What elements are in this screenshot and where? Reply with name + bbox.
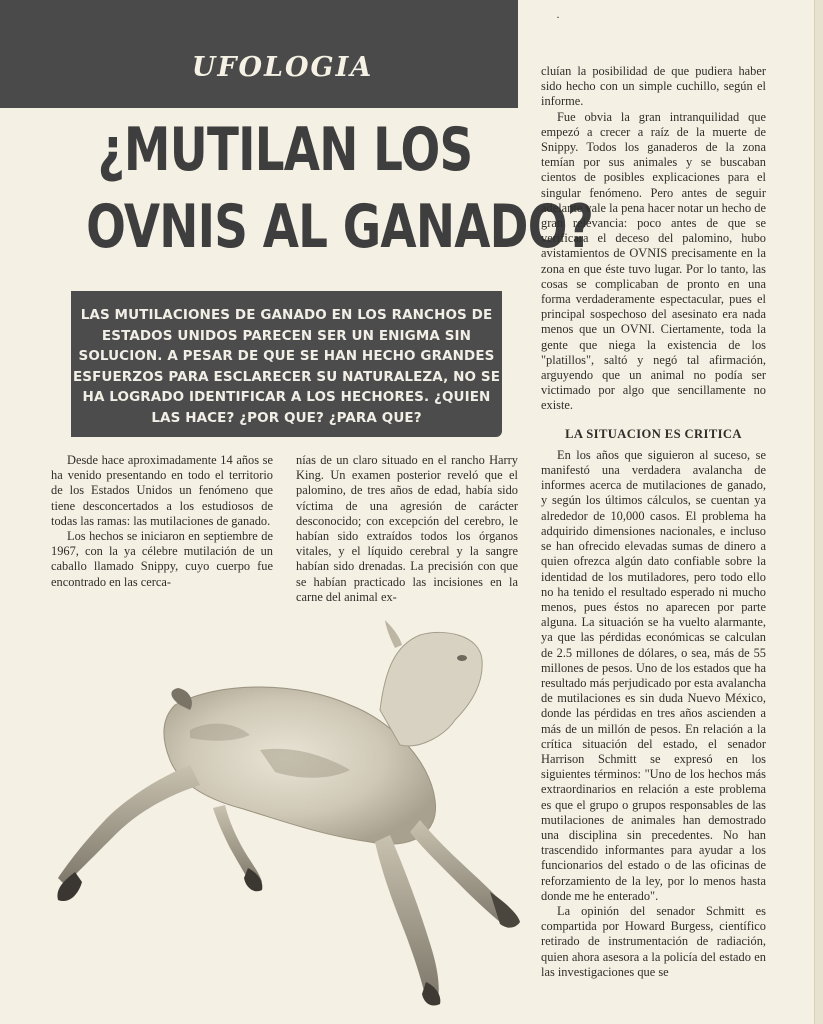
headline: [86, 112, 594, 266]
page-edge: [814, 0, 823, 1024]
calf-head: [380, 632, 482, 746]
paragraph: cluían la posibilidad de que pudiera haber sido hecho con un simple cuchillo, según el informe.: [541, 64, 766, 109]
paragraph: Desde hace aproximadamente 14 años se ha venido presentando en todo el territorio de los Estados Unidos un fenómeno que tiene desconcertados a los estudiosos de todas las ramas: las mutilaciones de ganado.: [51, 453, 273, 528]
paragraph: Los hechos se iniciaron en septiembre de 1967, con la ya célebre mutilación de un caballo llamado Snippy, cuyo cuerpo fue encontrado en las cerca-: [51, 529, 273, 589]
deck-text: LAS MUTILACIONES DE GANADO EN LOS RANCHOS DE ESTADOS UNIDOS PARECEN SER UN ENIGMA SIN SOLUCION. A PESAR DE QUE SE HAN HECHO GRANDES ESFUERZOS PARA ESCLARECER SU NATURALEZA, NO SE HA LOGRADO IDENTIFICAR A LOS HECHORES. ¿QUIEN LAS HACE? ¿POR QUE? ¿PARA QUE?: [72, 307, 501, 426]
dead-calf-photo: [50, 610, 530, 1015]
calf-ear: [385, 620, 402, 648]
paragraph: En los años que siguieron al suceso, se manifestó una verdadera avalancha de informes acerca de mutilaciones de ganado, y según los últimos cálculos, se cuentan ya alrededor de 10,000 casos. El problema ha adquirido dimensiones nacionales, e incluso se han ofrecido elevadas sumas de dinero a quien ofrezca algún dato confiable sobre la identidad de los mutiladores, pero todo ello no ha tenido el resultado esperado ni mucho menos, pues éstos no aparecen por parte alguna. La situación se ha vuelto alarmante, ya que las pérdidas económicas se calculan de 2.5 millones de dólares, o sea, más de 55 millones de pesos. Uno de los estados que ha resultado más perjudicado por esta avalancha de mutilaciones es sin duda Nuevo México, donde las pérdidas en tres años ascienden a más de un millón de pesos. En relación a la crítica situación del estado, el senador Harrison Schmitt se expresó en los siguientes términos: "Uno de los hechos más extraordinarios en relación a este problema es que el grupo o grupos responsables de las mutilaciones de animales han demostrado una disciplina sin precedentes. No han trascendido informantes para ayudar a los funcionarios del estado o de las oficinas de reforzamiento de la ley, por lo menos hasta donde me he enterado".: [541, 447, 766, 903]
section-label: UFOLOGIA: [191, 52, 374, 83]
body-column-3: [541, 64, 766, 980]
deck-box: [71, 291, 502, 437]
calf-leg: [375, 835, 439, 1000]
headline-line-1: ¿MUTILAN LOS: [97, 115, 473, 185]
paragraph: nías de un claro situado en el rancho Harry King. Un examen posterior reveló que el palomino, de tres años de edad, había sido víctima de una agresión de carácter desconocido; con excepción del cerebro, le habían sido extraídos todos los órganos vitales, y el líquido cerebral y la sangre habían sido drenadas. La precisión con que se habían practicado las incisiones en la carne del animal ex-: [296, 453, 518, 604]
subheading: LA SITUACION ES CRITICA: [565, 426, 742, 441]
calf-leg: [58, 765, 200, 885]
headline-line-2: OVNIS AL GANADO?: [86, 192, 594, 262]
calf-eye: [457, 655, 467, 661]
paragraph: La opinión del senador Schmitt es compartida por Howard Burgess, científico retirado de instrumentación de radiación, quien ahora asesora a la policía del estado en las investigaciones que se: [541, 903, 766, 979]
print-mark: ·: [556, 10, 560, 24]
body-column-1: [51, 453, 273, 590]
paragraph: Fue obvia la gran intranquilidad que empezó a crecer a raíz de la muerte de Snippy. Todos los ganaderos de la zona temían por sus animales y se buscaban cientos de posibles explicaciones para el singular fenómeno. Pero antes de seguir adelante vale la pena hacer notar un hecho de gran relevancia: poco antes de que se verificara el deceso del palomino, hubo avistamientos de OVNIS precisamente en la zona en que éste tuvo lugar. Por lo tanto, las cosas se complicaban de pronto en una forma verdaderamente espectacular, pues el principal sospechoso del asesinato era nada menos que un OVNI. Ciertamente, toda la gente que niega la existencia de los "platillos", saltó y negó tal afirmación, arguyendo que un animal no podía ser victimado por algo que sencillamente no existe.: [541, 109, 766, 413]
body-column-2: [296, 453, 518, 605]
